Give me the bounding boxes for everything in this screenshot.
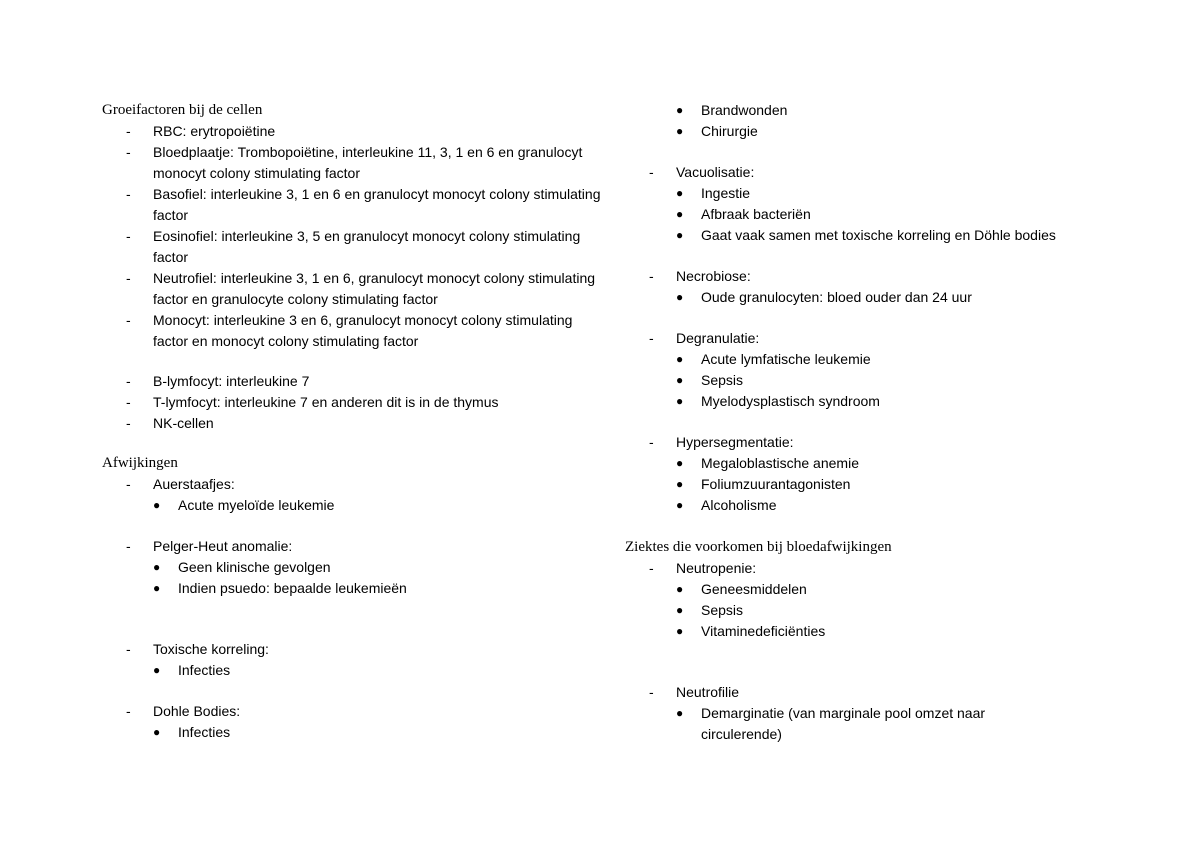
bullet-item: ● Acute lymfatische leukemie — [625, 349, 1145, 370]
bullet-marker: ● — [153, 581, 161, 595]
dash-marker: - — [126, 538, 131, 554]
bullet-marker: ● — [676, 394, 684, 408]
bullet-item: ● Demarginatie (van marginale pool omzet naar circulerende) — [676, 705, 986, 742]
bullet-marker: ● — [676, 124, 684, 138]
list-item: - Eosinofiel: interleukine 3, 5 en granulocyt monocyt colony stimulating factor — [126, 228, 581, 265]
dash-marker: - — [126, 312, 131, 328]
bullet-item: ● Vitaminedeficiënties — [625, 621, 1145, 642]
bullet-marker: ● — [676, 603, 684, 617]
bullet-item: ● Chirurgie — [625, 121, 1145, 142]
list-item: - RBC: erytropoiëtine — [102, 121, 602, 142]
list-item: - Monocyt: interleukine 3 en 6, granulocyt monocyt colony stimulating factor en monocyt colony stimulating factor — [126, 312, 573, 349]
dash-marker: - — [126, 270, 131, 286]
bullet-marker: ● — [153, 560, 161, 574]
bullet-item: ● Myelodysplastisch syndroom — [625, 391, 1145, 412]
bullet-item: ● Sepsis — [625, 600, 1145, 621]
list-item: - Dohle Bodies: — [102, 701, 602, 722]
bullet-item: ● Sepsis — [625, 370, 1145, 391]
bullet-marker: ● — [676, 477, 684, 491]
dash-marker: - — [649, 268, 654, 284]
list-item: - Neutropenie: — [625, 558, 1145, 579]
bullet-marker: ● — [676, 582, 684, 596]
bullet-item: ● Ingestie — [625, 183, 1145, 204]
list-item: - B-lymfocyt: interleukine 7 — [102, 371, 602, 392]
left-column — [102, 100, 602, 743]
bullet-item: ● Geneesmiddelen — [625, 579, 1145, 600]
bullet-marker: ● — [676, 186, 684, 200]
bullet-item: ● Infecties — [102, 660, 602, 681]
growth-factors-list — [102, 121, 602, 352]
bullet-marker: ● — [676, 706, 684, 720]
dash-marker: - — [126, 703, 131, 719]
list-item: - NK-cellen — [102, 413, 602, 434]
abnormalities-heading: Afwijkingen — [102, 455, 178, 471]
list-item: - Degranulatie: — [625, 328, 1145, 349]
bullet-marker: ● — [676, 352, 684, 366]
bullet-item: ● Afbraak bacteriën — [625, 204, 1145, 225]
bullet-item: ● Infecties — [102, 722, 602, 743]
list-item: - Auerstaafjes: — [102, 474, 602, 495]
dash-marker: - — [126, 144, 131, 160]
dash-marker: - — [126, 415, 131, 431]
list-item: - Vacuolisatie: — [625, 162, 1145, 183]
dash-marker: - — [126, 186, 131, 202]
dash-marker: - — [126, 641, 131, 657]
bullet-marker: ● — [676, 373, 684, 387]
list-item: - T-lymfocyt: interleukine 7 en anderen dit is in de thymus — [102, 392, 602, 413]
dash-marker: - — [126, 123, 131, 139]
list-item: - Basofiel: interleukine 3, 1 en 6 en granulocyt monocyt colony stimulating factor — [126, 186, 601, 223]
bullet-marker: ● — [676, 228, 684, 242]
lymphocyte-list — [102, 371, 602, 434]
bullet-marker: ● — [676, 456, 684, 470]
bullet-marker: ● — [676, 207, 684, 221]
bullet-item: ● Oude granulocyten: bloed ouder dan 24 uur — [625, 287, 1145, 308]
list-item: - Neutrofiel: interleukine 3, 1 en 6, granulocyt monocyt colony stimulating factor en granulocyte colony stimulating factor — [126, 270, 596, 307]
bullet-marker: ● — [153, 663, 161, 677]
bullet-marker: ● — [676, 103, 684, 117]
bullet-marker: ● — [676, 624, 684, 638]
list-item: - Necrobiose: — [625, 266, 1145, 287]
dash-marker: - — [126, 373, 131, 389]
dash-marker: - — [126, 228, 131, 244]
diseases-heading: Ziektes die voorkomen bij bloedafwijkingen — [625, 539, 892, 555]
bullet-item: ● Indien psuedo: bepaalde leukemieën — [102, 578, 602, 599]
dash-marker: - — [649, 684, 654, 700]
bullet-marker: ● — [676, 498, 684, 512]
bullet-item: ● Alcoholisme — [625, 495, 1145, 516]
list-item: - Pelger-Heut anomalie: — [102, 536, 602, 557]
dash-marker: - — [649, 434, 654, 450]
list-item: - Hypersegmentatie: — [625, 432, 1145, 453]
list-item: - Bloedplaatje: Trombopoiëtine, interleukine 11, 3, 1 en 6 en granulocyt monocyt colony stimulating factor — [126, 144, 583, 181]
right-column — [625, 100, 1145, 745]
bullet-item: ● Megaloblastische anemie — [625, 453, 1145, 474]
bullet-item: ● Foliumzuurantagonisten — [625, 474, 1145, 495]
list-item: - Toxische korreling: — [102, 639, 602, 660]
bullet-item: ● Acute myeloïde leukemie — [102, 495, 602, 516]
bullet-marker: ● — [676, 290, 684, 304]
bullet-item: ● Geen klinische gevolgen — [102, 557, 602, 578]
dash-marker: - — [649, 560, 654, 576]
dash-marker: - — [126, 394, 131, 410]
dash-marker: - — [126, 476, 131, 492]
dash-marker: - — [649, 164, 654, 180]
dash-marker: - — [649, 330, 654, 346]
bullet-item: ● Brandwonden — [625, 100, 1145, 121]
bullet-item: ● Gaat vaak samen met toxische korreling en Döhle bodies — [625, 225, 1145, 246]
growth-factors-heading: Groeifactoren bij de cellen — [102, 102, 263, 118]
bullet-marker: ● — [153, 725, 161, 739]
list-item: - Neutrofilie — [625, 682, 1145, 703]
bullet-marker: ● — [153, 498, 161, 512]
